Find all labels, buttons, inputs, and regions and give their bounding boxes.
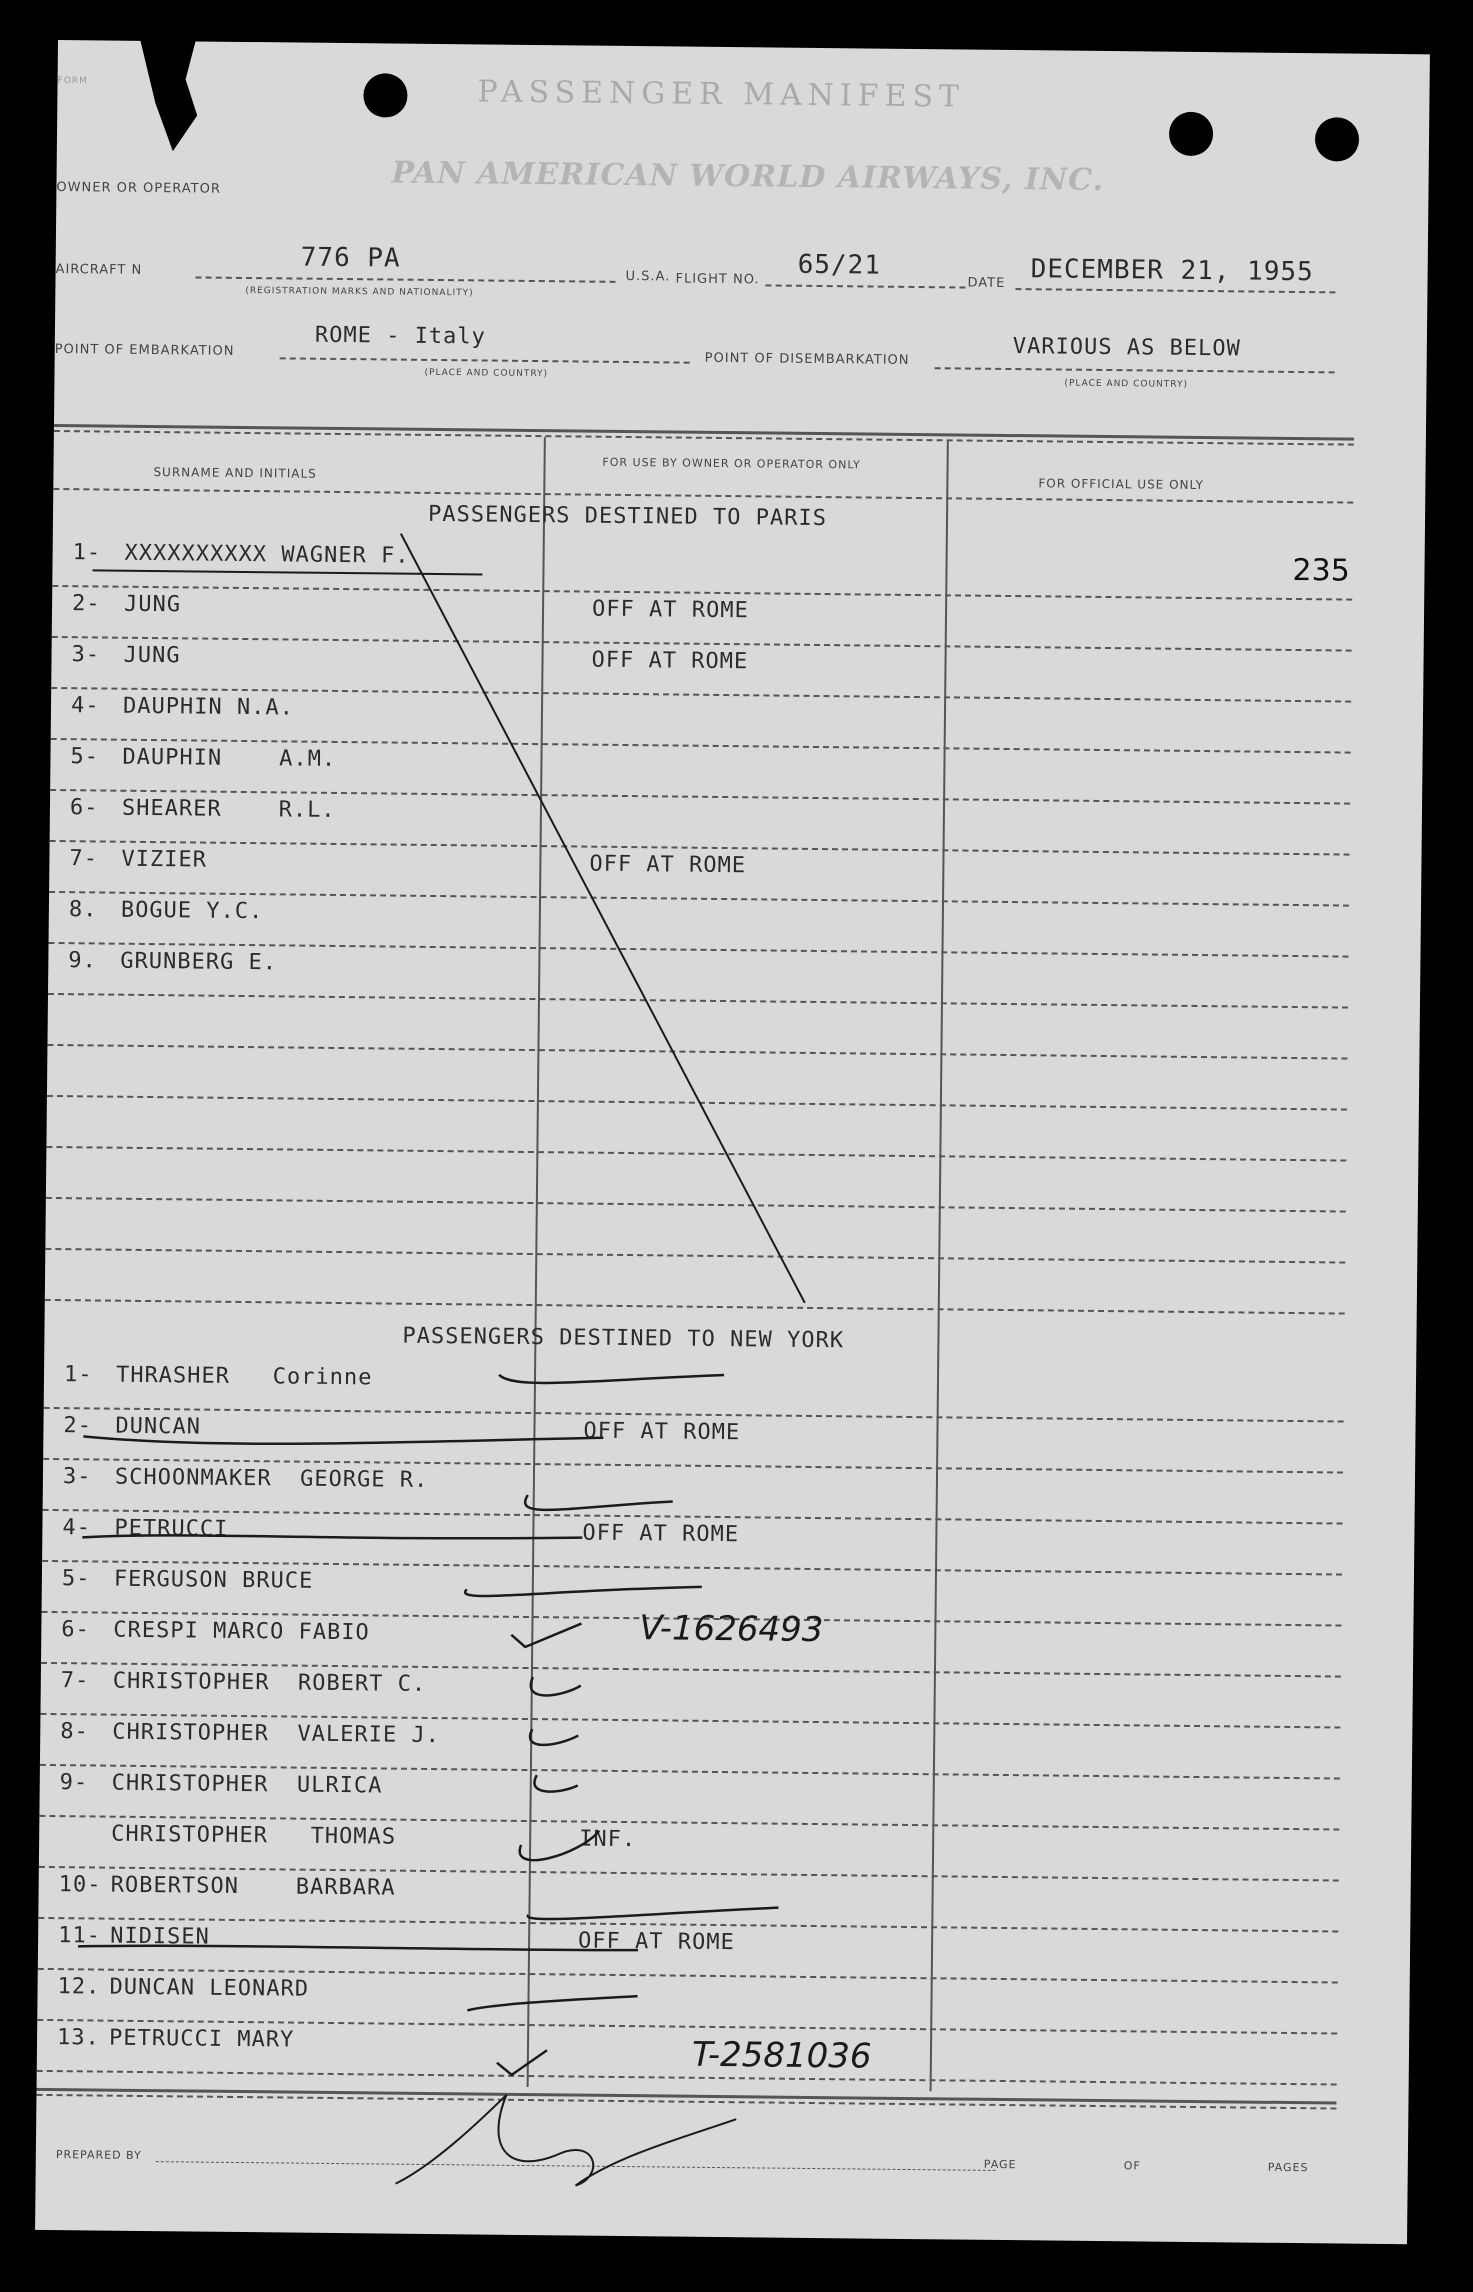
of-label: OF bbox=[1123, 2159, 1141, 2173]
passenger-name: DUNCAN bbox=[115, 1413, 202, 1440]
passenger-name: VIZIER bbox=[121, 846, 208, 873]
paris-section-heading: PASSENGERS DESTINED TO PARIS bbox=[427, 501, 828, 532]
form-code: FORM bbox=[57, 75, 88, 87]
embarkation-caption: (PLACE AND COUNTRY) bbox=[424, 367, 549, 380]
passport-number-petrucci: T-2581036 bbox=[691, 2034, 872, 2077]
aircraft-caption: (REGISTRATION MARKS AND NATIONALITY) bbox=[245, 285, 474, 299]
row-number: 6- bbox=[69, 795, 99, 821]
embarkation-label: POINT OF EMBARKATION bbox=[54, 341, 235, 359]
owner-note: OFF AT ROME bbox=[583, 1418, 741, 1446]
owner-note: OFF AT ROME bbox=[591, 647, 749, 675]
date-value: DECEMBER 21, 1955 bbox=[1030, 254, 1314, 288]
diagonal-strike-line bbox=[393, 534, 813, 1303]
owner-note: OFF AT ROME bbox=[582, 1520, 740, 1548]
check-mark bbox=[530, 1729, 578, 1745]
row-number: 4- bbox=[62, 1515, 92, 1541]
row-number: 5- bbox=[70, 744, 100, 770]
row-number: 12. bbox=[57, 1974, 101, 2000]
passenger-name: CHRISTOPHER ROBERT C. bbox=[112, 1668, 427, 1697]
strike-line bbox=[83, 1432, 603, 1447]
passenger-name: FERGUSON BRUCE bbox=[113, 1566, 314, 1594]
passenger-name: NIDISEN bbox=[110, 1923, 210, 1950]
check-mark bbox=[511, 1623, 581, 1648]
check-mark bbox=[528, 1905, 779, 1921]
strike-line bbox=[78, 1944, 638, 1952]
passenger-name: DAUPHIN N.A. bbox=[122, 693, 295, 721]
pages-label: PAGES bbox=[1267, 2160, 1309, 2175]
check-mark bbox=[525, 1495, 673, 1511]
owner-note: INF. bbox=[579, 1826, 637, 1853]
passenger-name: DAUPHIN A.M. bbox=[122, 744, 337, 772]
check-mark bbox=[531, 1677, 581, 1696]
owner-label: OWNER OR OPERATOR bbox=[56, 179, 221, 197]
row-number: 2- bbox=[71, 591, 101, 617]
disembarkation-value: VARIOUS AS BELOW bbox=[1012, 334, 1241, 362]
date-label: DATE bbox=[967, 275, 1006, 291]
passenger-name: SHEARER R.L. bbox=[121, 795, 336, 823]
check-mark bbox=[497, 2050, 547, 2076]
row-number: 9. bbox=[68, 948, 97, 974]
check-mark bbox=[534, 1775, 578, 1792]
manifest-title: PASSENGER MANIFEST bbox=[477, 74, 966, 115]
passenger-name: CHRISTOPHER ULRICA bbox=[111, 1770, 383, 1799]
row-number: 3- bbox=[71, 642, 101, 668]
row-number: 1- bbox=[72, 540, 102, 566]
page-label: PAGE bbox=[983, 2157, 1017, 2172]
row-number: 1- bbox=[63, 1362, 93, 1388]
row-number: 11- bbox=[58, 1923, 102, 1949]
passenger-name: PETRUCCI bbox=[114, 1515, 229, 1542]
strike-line bbox=[92, 570, 482, 574]
flight-value: 65/21 bbox=[797, 249, 882, 281]
passenger-name: JUNG bbox=[123, 642, 181, 669]
passenger-name: CHRISTOPHER THOMAS bbox=[111, 1821, 397, 1850]
row-number: 8- bbox=[60, 1719, 89, 1745]
row-number: 3- bbox=[62, 1464, 92, 1490]
row-number: 7- bbox=[69, 846, 99, 872]
passenger-name: SCHOONMAKER GEORGE R. bbox=[114, 1464, 429, 1493]
aircraft-label: AIRCRAFT N bbox=[55, 261, 143, 278]
row-number: 8. bbox=[68, 897, 98, 923]
signature bbox=[396, 2094, 737, 2188]
row-number: 13. bbox=[56, 2025, 100, 2051]
strike-line bbox=[82, 1532, 582, 1542]
check-mark bbox=[520, 1830, 600, 1861]
owner-note: OFF AT ROME bbox=[591, 596, 749, 624]
column-header-surname: SURNAME AND INITIALS bbox=[153, 465, 317, 481]
check-mark bbox=[467, 1994, 637, 2012]
disembarkation-label: POINT OF DISEMBARKATION bbox=[704, 350, 910, 368]
check-mark bbox=[465, 1584, 702, 1598]
passenger-name: THRASHER Corinne bbox=[115, 1362, 373, 1391]
usa-label: U.S.A. bbox=[625, 268, 671, 285]
manifest-sheet bbox=[35, 40, 1430, 2244]
pen-marks bbox=[35, 40, 1430, 2244]
passport-number-crespi: V-1626493 bbox=[639, 1608, 824, 1651]
row-number: 2- bbox=[63, 1413, 93, 1439]
prepared-by-label: PREPARED BY bbox=[55, 2148, 142, 2162]
newyork-section-heading: PASSENGERS DESTINED TO NEW YORK bbox=[402, 1323, 845, 1354]
embarkation-value: ROME - Italy bbox=[314, 322, 486, 350]
row-number: 6- bbox=[61, 1617, 90, 1643]
disembarkation-caption: (PLACE AND COUNTRY) bbox=[1064, 378, 1189, 390]
row-number: 10- bbox=[58, 1872, 102, 1898]
passenger-name: XXXXXXXXXX WAGNER F. bbox=[124, 540, 410, 569]
owner-note: OFF AT ROME bbox=[589, 851, 747, 879]
passenger-name: BOGUE Y.C. bbox=[120, 897, 264, 925]
passenger-name: ROBERTSON BARBARA bbox=[110, 1872, 396, 1901]
row-number: 7- bbox=[60, 1668, 90, 1694]
passenger-name: GRUNBERG E. bbox=[120, 948, 278, 976]
check-mark bbox=[499, 1373, 724, 1385]
passenger-name: JUNG bbox=[123, 591, 182, 618]
passenger-name: DUNCAN LEONARD bbox=[109, 1974, 310, 2002]
passenger-name: CRESPI MARCO FABIO bbox=[113, 1617, 370, 1646]
official-number: 235 bbox=[1292, 552, 1350, 589]
row-number: 5- bbox=[61, 1566, 91, 1592]
row-number: 4- bbox=[70, 693, 100, 719]
owner-note: OFF AT ROME bbox=[577, 1928, 735, 1956]
passenger-name: PETRUCCI MARY bbox=[108, 2025, 295, 2053]
column-header-owner-use: FOR USE BY OWNER OR OPERATOR ONLY bbox=[602, 455, 861, 472]
column-header-official-use: FOR OFFICIAL USE ONLY bbox=[1038, 476, 1205, 493]
flight-label: FLIGHT NO. bbox=[675, 271, 760, 288]
row-number: 9- bbox=[59, 1770, 89, 1796]
passenger-name: CHRISTOPHER VALERIE J. bbox=[112, 1719, 441, 1749]
aircraft-value: 776 PA bbox=[300, 242, 401, 274]
owner-name: PAN AMERICAN WORLD AIRWAYS, INC. bbox=[391, 155, 1105, 198]
